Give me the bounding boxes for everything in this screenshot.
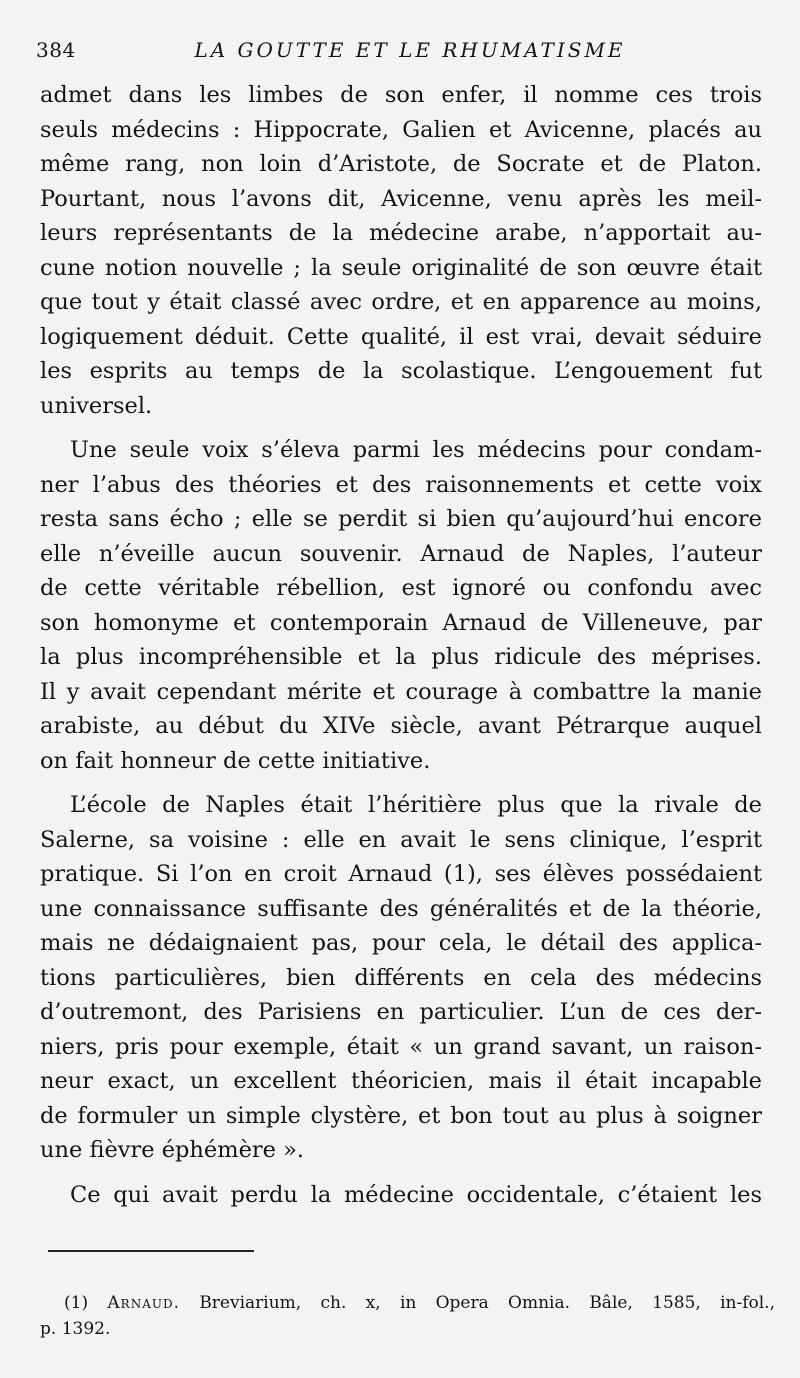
paragraph bbox=[40, 433, 762, 778]
paragraph bbox=[40, 78, 762, 423]
page-number: 384 bbox=[36, 38, 76, 62]
paragraph bbox=[40, 788, 762, 1168]
text-line: que tout y était classé avec ordre, et en apparence au moins, bbox=[40, 289, 762, 315]
text-line: cune notion nouvelle ; la seule originalité de son œuvre était bbox=[40, 254, 762, 281]
footnote-citation: Breviarium, ch. x, in Opera Omnia. Bâle, 1585, in-fol., bbox=[199, 1293, 775, 1313]
text-line: L’école de Naples était l’héritière plus que la rivale de bbox=[70, 792, 762, 818]
text-line: de formuler un simple clystère, et bon tout au plus à soigner bbox=[40, 1102, 762, 1129]
running-head: LA GOUTTE ET LE RHUMATISME bbox=[194, 38, 626, 62]
text-line: neur exact, un excellent théoricien, mais il était incapable bbox=[40, 1068, 762, 1094]
text-line: Pourtant, nous l’avons dit, Avicenne, venu après les meil- bbox=[40, 185, 762, 212]
paragraph bbox=[40, 1178, 762, 1213]
text-line: ner l’abus des théories et des raisonnements et cette voix bbox=[40, 471, 762, 498]
footnote-divider bbox=[48, 1250, 254, 1252]
paragraph-gap bbox=[40, 778, 762, 788]
footnote-author: Arnaud. bbox=[107, 1293, 181, 1313]
text-line: leurs représentants de la médecine arabe, n’apportait au- bbox=[40, 220, 762, 246]
text-line: une fièvre éphémère ». bbox=[40, 1137, 305, 1163]
text-line: une connaissance suffisante des généralités et de la théorie, bbox=[40, 895, 762, 922]
text-line: de cette véritable rébellion, est ignoré ou confondu avec bbox=[40, 575, 762, 601]
text-line: Ce qui avait perdu la médecine occidentale, c’étaient les bbox=[70, 1181, 762, 1208]
footnote-line bbox=[40, 1290, 775, 1316]
text-line: pratique. Si l’on en croit Arnaud (1), ses élèves possédaient bbox=[40, 861, 762, 887]
footnote-marker: (1) bbox=[64, 1293, 89, 1313]
text-line: tions particulières, bien différents en cela des médecins bbox=[40, 964, 762, 991]
text-line: Une seule voix s’éleva parmi les médecins pour condam- bbox=[70, 437, 762, 463]
text-line: admet dans les limbes de son enfer, il nomme ces trois bbox=[40, 82, 762, 108]
text-line: même rang, non loin d’Aristote, de Socrate et de Platon. bbox=[40, 151, 762, 177]
text-line: universel. bbox=[40, 392, 153, 419]
text-line: mais ne dédaignaient pas, pour cela, le détail des applica- bbox=[40, 930, 762, 956]
text-line: son homonyme et contemporain Arnaud de Villeneuve, par bbox=[40, 609, 762, 636]
text-line: on fait honneur de cette initiative. bbox=[40, 747, 431, 774]
paragraph-gap bbox=[40, 1168, 762, 1178]
paragraph-gap bbox=[40, 423, 762, 433]
text-line: Il y avait cependant mérite et courage à combattre la manie bbox=[40, 678, 762, 705]
footnotes bbox=[40, 1290, 775, 1342]
text-line: resta sans écho ; elle se perdit si bien qu’aujourd’hui encore bbox=[40, 506, 762, 532]
body-text bbox=[40, 78, 762, 1212]
text-line: arabiste, au début du XIVe siècle, avant Pétrarque auquel bbox=[40, 713, 762, 739]
text-line: Salerne, sa voisine : elle en avait le sens clinique, l’esprit bbox=[40, 826, 762, 853]
footnote-line-continued: p. 1392. bbox=[40, 1319, 111, 1339]
text-line: la plus incompréhensible et la plus ridicule des méprises. bbox=[40, 644, 762, 670]
text-line: seuls médecins : Hippocrate, Galien et Avicenne, placés au bbox=[40, 116, 762, 143]
text-line: les esprits au temps de la scolastique. L’engouement fut bbox=[40, 358, 762, 384]
text-line: elle n’éveille aucun souvenir. Arnaud de Naples, l’auteur bbox=[40, 540, 762, 567]
text-line: logiquement déduit. Cette qualité, il est vrai, devait séduire bbox=[40, 323, 762, 350]
text-line: niers, pris pour exemple, était « un grand savant, un raison- bbox=[40, 1033, 762, 1060]
text-line: d’outremont, des Parisiens en particulier. L’un de ces der- bbox=[40, 999, 762, 1025]
